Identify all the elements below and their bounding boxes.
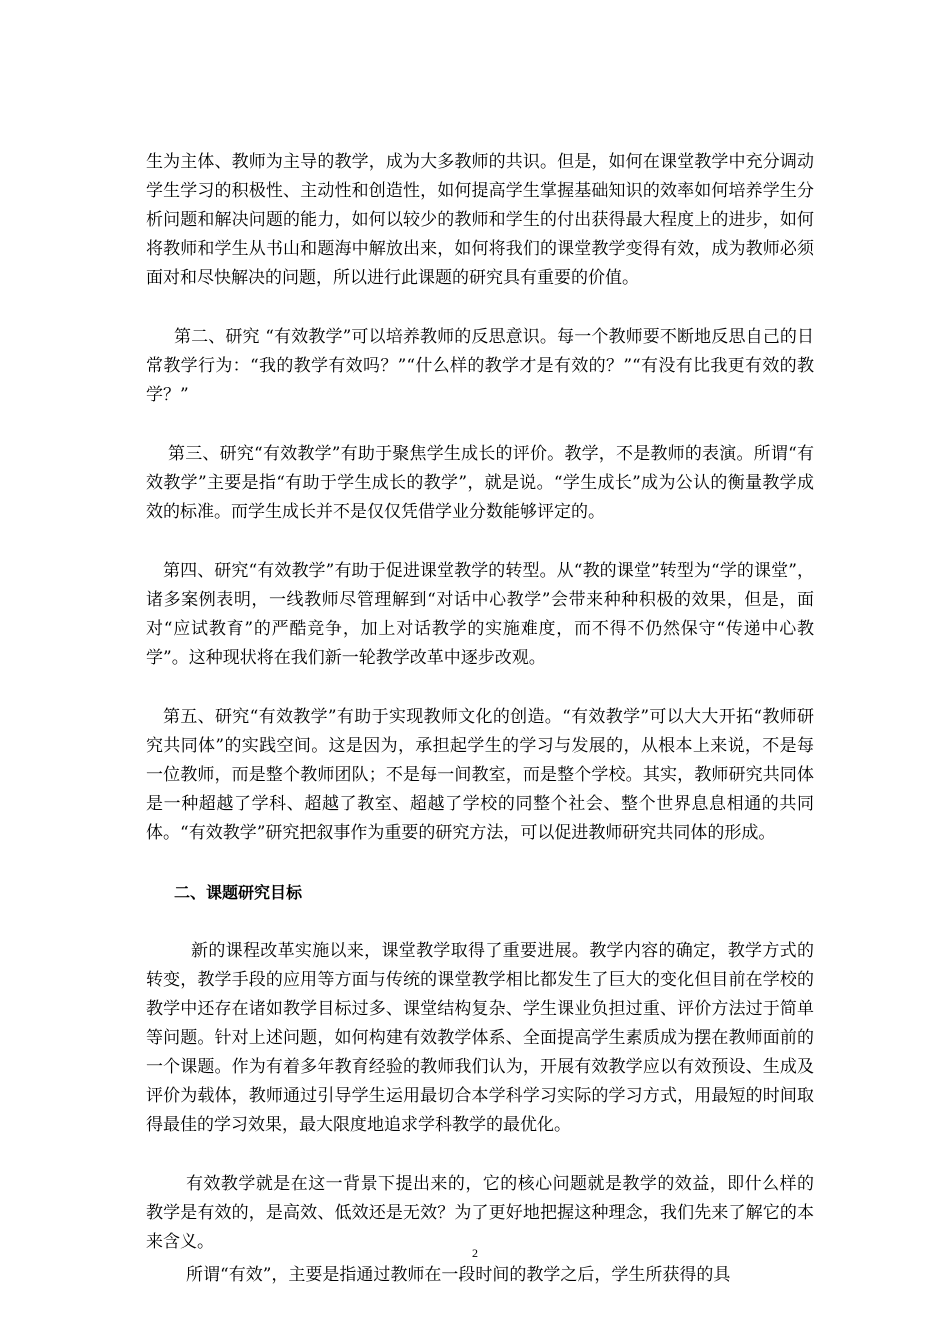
paragraph-definition: 所谓“有效”，主要是指通过教师在一段时间的教学之后，学生所获得的具 (186, 1265, 731, 1285)
paragraph-goals: 新的课程改革实施以来，课堂教学取得了重要进展。教学内容的确定，教学方式的转变，教学手段的应用等方面与传统的课堂教学相比都发生了巨大的变化但目前在学校的教学中还存在诸如教学目标过多、课堂结构复杂、学生课业负担过重、评价方法过于简单等问题。针对上述问题，如何构建有效教学体系、全面提高学生素质成为摆在教师面前的一个课题。作为有着多年教育经验的教师我们认为，开展有效教学应以有效预设、生成及评价为载体，教师通过引导学生运用最切合本学科学习实际的学习方式，用最短的时间取得最佳的学习效果，最大限度地追求学科教学的最优化。 (146, 941, 814, 1135)
paragraph-point-three: 第三、研究“有效教学”有助于聚焦学生成长的评价。教学，不是教师的表演。所谓“有效教学”主要是指“有助于学生成长的教学”，就是说。“学生成长”成为公认的衡量教学成效的标准。而学生成长并不是仅仅凭借学业分数能够评定的。 (146, 444, 814, 522)
section-heading: 二、课题研究目标 (174, 883, 303, 902)
paragraph-continuation: 生为主体、教师为主导的教学，成为大多教师的共识。但是，如何在课堂教学中充分调动学生学习的积极性、主动性和创造性，如何提高学生掌握基础知识的效率如何培养学生分析问题和解决问题的能力，如何以较少的教师和学生的付出获得最大程度上的进步，如何将教师和学生从书山和题海中解放出来，如何将我们的课堂教学变得有效，成为教师必须面对和尽快解决的问题，所以进行此课题的研究具有重要的价值。 (146, 152, 814, 288)
paragraph-point-two: 第二、研究 “有效教学”可以培养教师的反思意识。每一个教师要不断地反思自己的日常教学行为：“我的教学有效吗？”“什么样的教学才是有效的？”“有没有比我更有效的教学？” (146, 327, 814, 405)
document-body (146, 148, 814, 1290)
paragraph-effective-teaching: 有效教学就是在这一背景下提出来的，它的核心问题就是教学的效益，即什么样的教学是有效的，是高效、低效还是无效？为了更好地把握这种理念，我们先来了解它的本来含义。 (146, 1174, 814, 1252)
paragraph-point-four: 第四、研究“有效教学”有助于促进课堂教学的转型。从“教的课堂”转型为“学的课堂”，诸多案例表明，一线教师尽管理解到“对话中心教学”会带来种种积极的效果，但是，面对“应试教育”的严酷竞争，加上对话教学的实施难度，而不得不仍然保守“传递中心教学”。这种现状将在我们新一轮教学改革中逐步改观。 (146, 561, 814, 668)
page-number: 2 (472, 1246, 478, 1260)
paragraph-point-five: 第五、研究“有效教学”有助于实现教师文化的创造。“有效教学”可以大大开拓“教师研究共同体”的实践空间。这是因为，承担起学生的学习与发展的，从根本上来说，不是每一位教师，而是整个教师团队；不是每一间教室，而是整个学校。其实，教师研究共同体是一种超越了学科、超越了教室、超越了学校的同整个社会、整个世界息息相通的共同体。“有效教学”研究把叙事作为重要的研究方法，可以促进教师研究共同体的形成。 (146, 707, 814, 843)
